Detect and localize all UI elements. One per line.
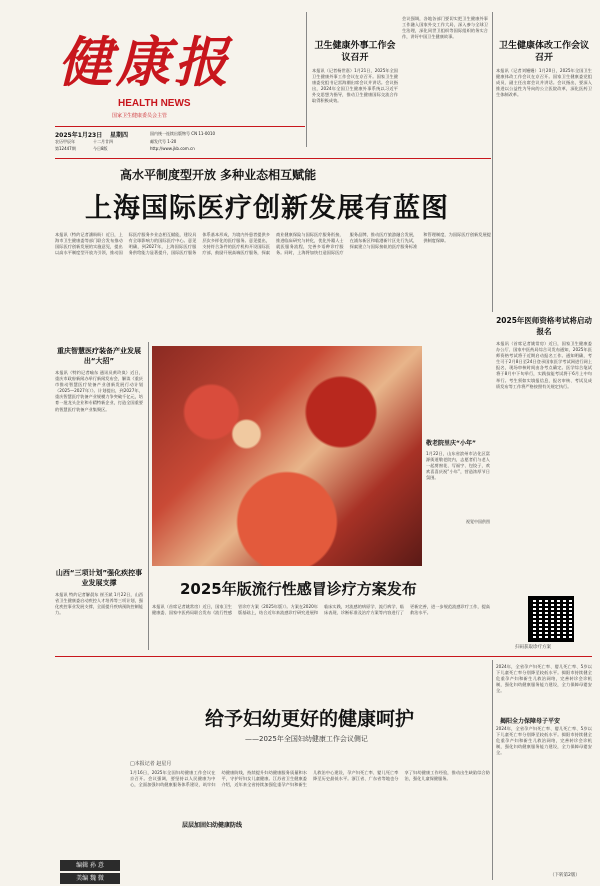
qr-code[interactable] bbox=[528, 596, 574, 642]
designer-row bbox=[60, 873, 120, 884]
qr-label: 扫码获取诊疗方案 bbox=[515, 645, 551, 650]
story-body: 本报讯 特约记者解晨东 崔丕斌 1月22日，山西省卫生健康委启动疾控人才培养等三项计划，强化疾控事业发展支撑，全面提升疾病预防控制能力。 bbox=[55, 592, 143, 616]
story-body: 本报讯（记者杨世嘉）1月21日，2025年全国卫生健康外事工作会议在京召开。国家卫生健康委党组书记雷海潮出席会议并讲话。会议指出，2024年全国卫生健康外事系统以习近平外交思想为指导，推动卫生健康国际交流合作取得积极成效。 bbox=[312, 68, 398, 104]
lead-rule bbox=[55, 158, 491, 159]
masthead-title: 健康报 bbox=[58, 30, 232, 94]
masthead-english: HEALTH NEWS bbox=[118, 98, 191, 109]
story-chongqing bbox=[55, 346, 143, 560]
bottom-subsection: 层层加固妇幼健康防线 bbox=[182, 822, 243, 829]
photo-caption bbox=[426, 440, 490, 525]
column-divider bbox=[492, 660, 493, 880]
story-exam bbox=[496, 315, 592, 591]
story-foreign-affairs bbox=[312, 40, 398, 160]
cn-number: 国内统一连续出版物号 CN 11-0010 bbox=[150, 131, 216, 136]
bottom-body: 1月16日，2025年全国妇幼健康工作会议在京召开。会议强调，要坚持以人民健康为中心，全面加强妇幼健康服务体系建设，筑牢妇幼健康防线，持续提升妇幼健康服务质量和水平，守护好妇女儿童健康。江苏省卫生健康委介绍，近年来全省持续加强危重孕产妇和新生儿救治中心建设，孕产妇死亡率、婴儿死亡率降至历史最低水平。浙江省、广东省等地也分享了妇幼健康工作经验，推动出生缺陷综合防治，强化儿童保健服务。 bbox=[130, 770, 490, 788]
editor-row bbox=[60, 860, 120, 871]
story-title: 山西“三项计划”强化疾控事业发展支撑 bbox=[55, 569, 143, 587]
story-reform bbox=[496, 40, 592, 288]
news-photo bbox=[152, 346, 422, 566]
continue-note: （下转第2版） bbox=[550, 873, 580, 878]
lunar-year: 农历甲辰年 bbox=[55, 139, 75, 144]
caption-credit: 视觉中国供图 bbox=[466, 519, 490, 524]
editor-name: 孙 意 bbox=[90, 862, 104, 869]
lead-kicker: 高水平制度型开放 多种业态相互赋能 bbox=[120, 168, 317, 182]
story-shanxi bbox=[55, 568, 143, 648]
column-divider bbox=[148, 342, 149, 650]
website[interactable]: http://www.jkb.com.cn bbox=[150, 146, 195, 151]
caption-title: 敬老院里庆“小年” bbox=[426, 440, 476, 447]
column-divider bbox=[306, 12, 307, 147]
caption-body: 1月22日，山东省滨州市沾化区富源街道敬老院内，志愿者们与老人一起剪窗花、写福字、包饺子，欢欢喜喜庆祝“小年”，营造浓厚节日氛围。 bbox=[426, 451, 490, 481]
story-body: 本报讯（首席记者姚常房）近日，国家卫生健康委办公厅、国家中医药局综合司发布通知，2025年医师资格考试将于近期启动报名工作。通知明确，考生可于2月8日至24日登录国家医学考试网进行网上报名，现场审核时间由各考点确定。医学综合笔试将于8月中下旬举行，实践技能考试将于6月上中旬举行。考生须如实填报信息，报名审核、考试及成绩发布等工作将严格按照有关规定执行。 bbox=[496, 341, 592, 389]
editor-label: 编辑 bbox=[76, 862, 89, 869]
bottom-headline: 给予妇幼更好的健康呵护 bbox=[205, 708, 415, 730]
story-title: 重庆智慧医疗装备产业发展出“大招” bbox=[57, 347, 141, 365]
story-title: 2025年医师资格考试将启动报名 bbox=[496, 316, 592, 336]
center-headline: 2025年版流行性感冒诊疗方案发布 bbox=[180, 580, 417, 598]
issue-date: 2025年1月23日 bbox=[55, 132, 103, 139]
masthead-sponsor: 国家卫生健康委员会主管 bbox=[112, 113, 168, 119]
lead-body: 本报讯（特约记者潘盼盼）近日，上海市卫生健康委等部门联合发布推动国际医疗创新发展的实施意见，提出以高水平制度型开放为引领，推动国际医疗服务多业态相互赋能，建设具有全球影响力的国际医疗中心。意见明确，到2027年，上海国际医疗服务供给能力显著提升，国际医疗服务体系基本形成，为境内外患者提供多层次多样化的医疗服务。意见提出，支持符合条件的医疗机构开设国际医疗部，鼓励开展高端医疗服务，探索商业健康保险与国际医疗服务衔接，推进临床研究与转化，优化外籍人士就医服务流程，完善多语种诊疗服务。同时，上海将加快打造国际医疗服务品牌，推动医疗旅游融合发展，在浦东新区和临港新片区先行先试，探索建立与国际接轨的医疗服务标准和管理制度，为国际医疗创新发展提供制度保障。 bbox=[55, 232, 491, 256]
masthead-info bbox=[55, 126, 305, 157]
story-body: 本报讯（特约记者喻东 通讯员黄玲岚）近日，重庆市政府新闻办举行新闻发布会，解读《重庆市推动智慧医疗装备产业创新发展行动计划（2025—2027年）》。计划提出，到2027年，重庆智慧医疗装备产业规模力争突破千亿元，培育一批龙头企业和专精特新企业，打造全国重要的智慧医疗装备产业集聚区。 bbox=[55, 370, 143, 412]
right-bottom-body: 2024年，全省孕产妇死亡率、婴儿死亡率、5岁以下儿童死亡率分别降至较低水平。揭阳市持续健全危重孕产妇和新生儿救治网络，完善转诊会诊机制，强化妇幼健康服务能力建设，全力保障母婴安全。 bbox=[496, 726, 592, 756]
bottom-subheadline: ——2025年全国妇幼健康工作会议侧记 bbox=[245, 735, 368, 743]
story-body: 本报讯（记者刘嫚嫚）1月20日，2025年全国卫生健康体改工作会议在京召开。国家卫生健康委党组成员、副主任出席会议并讲话。会议指出，要深入推进以公益性为导向的公立医院改革，深化医药卫生体制改革。 bbox=[496, 68, 592, 98]
postal-code: 邮发代号 1-20 bbox=[150, 139, 177, 144]
designer-label: 美编 bbox=[76, 875, 89, 882]
bottom-byline: □本报记者 赵星月 bbox=[130, 761, 172, 767]
right-bottom-title: 揭阳全力保障母子平安 bbox=[500, 718, 561, 725]
lunar-day: 十二月廿四 bbox=[93, 139, 113, 144]
designer-name: 魏 微 bbox=[90, 875, 104, 882]
right-bottom-intro: 2024年，全省孕产妇死亡率、婴儿死亡率、5岁以下儿童死亡率分别降至较低水平。揭阳市持续健全危重孕产妇和新生儿救治网络，完善转诊会诊机制，强化妇幼健康服务能力建设，全力保障母婴安全。 bbox=[496, 664, 592, 694]
footer-editors bbox=[60, 860, 120, 884]
lead-headline: 上海国际医疗创新发展有蓝图 bbox=[85, 193, 449, 224]
column-divider bbox=[492, 12, 493, 312]
issue-number: 第12447期 bbox=[55, 146, 76, 151]
issue-weekday: 星期四 bbox=[110, 132, 129, 139]
story-title: 卫生健康体改工作会议召开 bbox=[498, 41, 589, 63]
center-body: 本报讯（首席记者姚常房）近日，国家卫生健康委、国家中医药局联合发布《流行性感冒诊疗方案（2025年版）》。方案在2020年版基础上，结合近年来流感诊疗研究进展和临床实践，对流感的病原学、流行病学、临床表现、诊断标准及治疗方案等内容进行了更新完善，进一步规范流感诊疗工作，提高救治水平。 bbox=[152, 604, 490, 616]
story-title: 卫生健康外事工作会议召开 bbox=[314, 41, 396, 63]
bottom-rule bbox=[55, 656, 592, 657]
page-count: 今日8版 bbox=[93, 146, 108, 151]
story-continuation: 会议强调，各地各部门要切实把卫生健康外事工作融入国家外交工作大局，深入参与全球卫生治理，深化同世卫组织等国际组织的务实合作，讲好中国卫生健康故事。 bbox=[402, 16, 488, 40]
